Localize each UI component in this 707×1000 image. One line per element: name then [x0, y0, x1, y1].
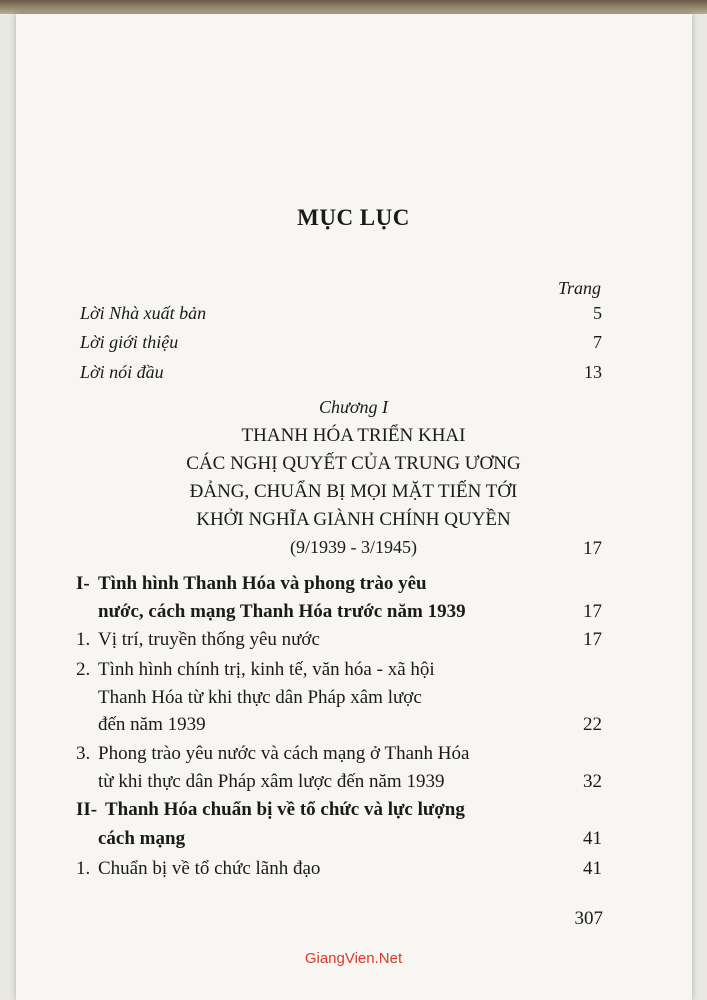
toc-entry-page: 7 — [593, 332, 602, 352]
toc-entry-line: Thanh Hóa chuẩn bị về tổ chức và lực lượng — [105, 799, 465, 820]
chapter-title-line: ĐẢNG, CHUẨN BỊ MỌI MẶT TIẾN TỚI — [189, 481, 518, 502]
toc-entry-label: Lời nói đầu — [80, 362, 164, 382]
chapter-label: Chương I — [319, 397, 388, 417]
book-spine-edge — [0, 0, 707, 14]
toc-entry-line: Tình hình Thanh Hóa và phong trào yêu — [98, 573, 427, 594]
toc-entry-line: Thanh Hóa từ khi thực dân Pháp xâm lược — [98, 687, 422, 708]
toc-entry-number: 3. — [76, 743, 91, 764]
toc-entry-page: 13 — [584, 362, 602, 382]
watermark: GiangVien.Net — [304, 950, 403, 967]
chapter-page: 17 — [583, 538, 602, 559]
toc-front-entry — [80, 362, 602, 383]
toc-entry-page: 22 — [583, 714, 602, 735]
toc-entry-number: I- — [76, 573, 90, 594]
toc-entry-line: từ khi thực dân Pháp xâm lược đến năm 1939 — [98, 771, 445, 792]
toc-front-entry — [80, 332, 602, 353]
chapter-title-line: CÁC NGHỊ QUYẾT CỦA TRUNG ƯƠNG — [186, 453, 521, 474]
toc-entry-number: 2. — [76, 659, 91, 680]
toc-entry-line: Chuẩn bị về tổ chức lãnh đạo — [98, 858, 321, 879]
chapter-title-line: KHỞI NGHĨA GIÀNH CHÍNH QUYỀN — [196, 509, 511, 530]
toc-entry-line: nước, cách mạng Thanh Hóa trước năm 1939 — [98, 601, 466, 622]
toc-entry-page: 17 — [583, 601, 602, 622]
toc-entry-page: 41 — [583, 828, 602, 849]
toc-entry-line: đến năm 1939 — [98, 714, 206, 735]
toc-entry-page: 5 — [593, 303, 602, 323]
toc-entry-line: cách mạng — [98, 828, 186, 849]
page-title: MỤC LỤC — [297, 205, 410, 230]
chapter-title-line: THANH HÓA TRIỂN KHAI — [241, 425, 466, 446]
page-column-label: Trang — [557, 278, 601, 298]
toc-entry-page: 17 — [583, 629, 602, 650]
toc-entry-line: Phong trào yêu nước và cách mạng ở Thanh Hóa — [98, 743, 470, 764]
toc-entry-line: Tình hình chính trị, kinh tế, văn hóa - xã hội — [98, 659, 435, 680]
toc-entry-label: Lời Nhà xuất bản — [80, 303, 207, 323]
toc-entry-number: 1. — [76, 629, 91, 650]
toc-entry-page: 32 — [583, 771, 602, 792]
toc-entry-label: Lời giới thiệu — [80, 332, 179, 352]
toc-entry-number: II- — [76, 799, 98, 820]
toc-front-entry — [80, 303, 602, 324]
toc-entry-line: Vị trí, truyền thống yêu nước — [98, 629, 320, 650]
chapter-dates: (9/1939 - 3/1945) — [290, 537, 417, 557]
toc-entry-number: 1. — [76, 858, 91, 879]
book-page — [16, 14, 692, 1000]
page-number: 307 — [574, 908, 603, 929]
toc-entry-page: 41 — [583, 858, 602, 879]
